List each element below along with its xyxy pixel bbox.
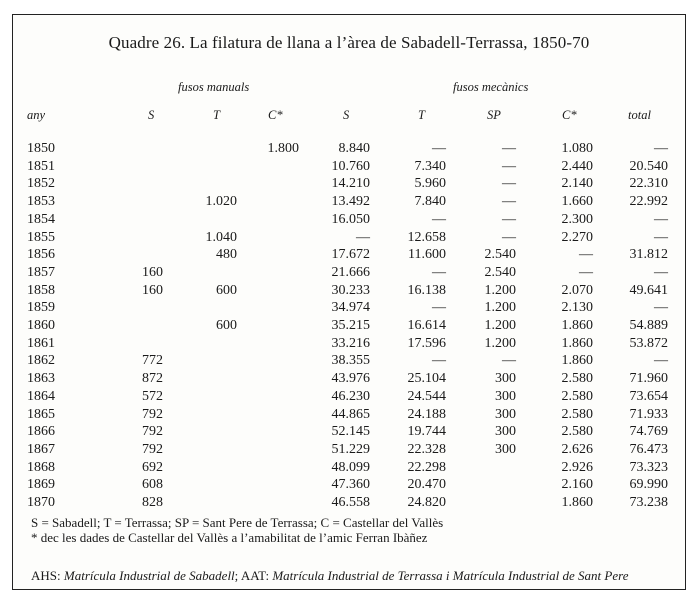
- cell-sp-mech: —: [502, 211, 516, 227]
- row-year: 1860: [27, 318, 55, 333]
- cell-sp-mech: 300: [495, 441, 516, 457]
- cell-t-manual: 600: [216, 318, 237, 333]
- cell-t-mech: 19.744: [407, 424, 446, 440]
- cell-c-mech: 1.080: [561, 141, 593, 156]
- cell-c-manual: [229, 476, 299, 493]
- cell-sp-mech: 300: [495, 371, 516, 387]
- header-c-manual: C*: [268, 108, 283, 122]
- cell-c-manual: [229, 423, 299, 440]
- cell-sp-mech: [446, 476, 516, 493]
- cell-t-mech: 5.960: [414, 176, 446, 192]
- source-prefix-ahs: AHS:: [31, 568, 64, 583]
- cell-c-mech: 2.926: [561, 459, 593, 475]
- cell-s-manual: 872: [142, 371, 163, 387]
- cell-t-manual: [167, 352, 237, 369]
- cell-c-manual: [229, 299, 299, 316]
- cell-t-manual: [167, 423, 237, 440]
- cell-t-mech: 24.820: [407, 495, 446, 510]
- cell-total: —: [654, 264, 668, 280]
- row-year: 1867: [27, 441, 55, 457]
- cell-t-manual: [167, 406, 237, 423]
- cell-t-manual: 600: [216, 282, 237, 298]
- cell-t-manual: [167, 299, 237, 316]
- cell-s-manual: 160: [142, 282, 163, 298]
- cell-c-mech: 2.626: [561, 441, 593, 457]
- cell-c-manual: [229, 246, 299, 263]
- cell-total: —: [654, 229, 668, 245]
- cell-t-mech: 24.188: [407, 406, 446, 422]
- cell-t-manual: [167, 264, 237, 281]
- cell-s-mech: 17.672: [331, 247, 370, 263]
- cell-c-manual: [229, 459, 299, 476]
- cell-sp-mech: —: [502, 158, 516, 174]
- cell-c-manual: [229, 352, 299, 369]
- cell-total: 20.540: [629, 158, 668, 174]
- header-sp-mech: SP: [487, 108, 501, 122]
- cell-s-manual: 572: [142, 388, 163, 404]
- cell-s-manual: [93, 140, 163, 157]
- cell-t-mech: 7.340: [414, 158, 446, 174]
- cell-t-mech: 16.614: [407, 318, 446, 333]
- cell-sp-mech: [446, 459, 516, 476]
- cell-t-manual: [167, 494, 237, 511]
- cell-c-manual: [229, 335, 299, 352]
- cell-t-mech: 22.298: [407, 459, 446, 475]
- cell-c-mech: 2.070: [561, 282, 593, 298]
- cell-c-manual: [229, 229, 299, 246]
- table-title: Quadre 26. La filatura de llana a l’àrea de Sabadell-Terrassa, 1850-70: [108, 33, 590, 52]
- cell-s-manual: [93, 335, 163, 352]
- cell-t-manual: [167, 175, 237, 192]
- cell-t-mech: 24.544: [407, 388, 446, 404]
- cell-c-manual: [229, 494, 299, 511]
- cell-s-mech: 47.360: [331, 477, 370, 493]
- cell-t-mech: 22.328: [407, 441, 446, 457]
- source-line: [31, 568, 628, 583]
- cell-total: 53.872: [629, 335, 668, 351]
- cell-t-manual: 1.020: [205, 194, 237, 210]
- cell-s-manual: 828: [142, 495, 163, 510]
- cell-t-manual: [167, 335, 237, 352]
- cell-s-mech: 46.558: [331, 495, 370, 510]
- cell-c-manual: [229, 211, 299, 228]
- row-year: 1859: [27, 300, 55, 316]
- cell-t-manual: [167, 388, 237, 405]
- cell-c-mech: 2.130: [561, 300, 593, 316]
- cell-total: 22.992: [629, 194, 668, 210]
- cell-t-mech: 17.596: [407, 335, 446, 351]
- cell-sp-mech: —: [502, 194, 516, 210]
- cell-total: —: [654, 300, 668, 316]
- cell-t-manual: [167, 140, 237, 157]
- row-year: 1868: [27, 459, 55, 475]
- cell-c-manual: [229, 158, 299, 175]
- cell-c-mech: 1.860: [561, 353, 593, 369]
- cell-s-mech: 46.230: [331, 388, 370, 404]
- header-t-mech: T: [418, 108, 425, 122]
- cell-s-manual: 772: [142, 353, 163, 369]
- row-year: 1863: [27, 371, 55, 387]
- cell-c-manual: [229, 317, 299, 334]
- cell-total: 74.769: [629, 424, 668, 440]
- cell-total: 73.238: [629, 495, 668, 510]
- cell-c-manual: [229, 175, 299, 192]
- cell-sp-mech: [446, 494, 516, 511]
- note-acknowledgement: * dec les dades de Castellar del Vallès a l’amabilitat de l’amic Ferran Ibàñez: [31, 530, 428, 545]
- cell-c-mech: 1.860: [561, 335, 593, 351]
- cell-total: 69.990: [629, 477, 668, 493]
- cell-total: 73.323: [629, 459, 668, 475]
- cell-total: 54.889: [629, 318, 668, 333]
- cell-t-manual: [167, 476, 237, 493]
- cell-s-manual: [93, 211, 163, 228]
- cell-t-mech: —: [432, 353, 446, 369]
- cell-s-mech: 38.355: [331, 353, 370, 369]
- cell-s-manual: [93, 175, 163, 192]
- row-year: 1857: [27, 264, 55, 280]
- cell-sp-mech: —: [502, 176, 516, 192]
- table-frame: [12, 14, 686, 590]
- cell-s-manual: 608: [142, 477, 163, 493]
- cell-s-mech: 48.099: [331, 459, 370, 475]
- cell-t-mech: 20.470: [407, 477, 446, 493]
- cell-sp-mech: 1.200: [484, 335, 516, 351]
- cell-s-manual: [93, 299, 163, 316]
- row-year: 1850: [27, 141, 55, 156]
- cell-total: 71.933: [629, 406, 668, 422]
- cell-c-manual: [229, 193, 299, 210]
- cell-c-mech: 2.160: [561, 477, 593, 493]
- cell-s-manual: [93, 229, 163, 246]
- cell-s-mech: 14.210: [331, 176, 370, 192]
- row-year: 1858: [27, 282, 55, 298]
- cell-c-manual: 1.800: [267, 141, 299, 156]
- cell-s-manual: 160: [142, 264, 163, 280]
- cell-total: 49.641: [629, 282, 668, 298]
- cell-c-mech: 1.660: [561, 194, 593, 210]
- cell-sp-mech: —: [502, 353, 516, 369]
- cell-s-mech: 8.840: [338, 141, 370, 156]
- cell-c-mech: 2.300: [561, 211, 593, 227]
- group-label-mechanical: fusos mecànics: [453, 80, 529, 94]
- cell-c-mech: 2.140: [561, 176, 593, 192]
- cell-s-mech: 33.216: [331, 335, 370, 351]
- source-title-sabadell: Matrícula Industrial de Sabadell: [63, 568, 235, 583]
- cell-s-manual: [93, 317, 163, 334]
- row-year: 1856: [27, 247, 55, 263]
- cell-t-manual: [167, 441, 237, 458]
- cell-s-manual: 792: [142, 406, 163, 422]
- cell-total: 71.960: [629, 371, 668, 387]
- note-abbreviations: S = Sabadell; T = Terrassa; SP = Sant Pere de Terrassa; C = Castellar del Vallès: [31, 515, 444, 530]
- cell-c-mech: 2.440: [561, 158, 593, 174]
- cell-s-mech: —: [356, 229, 370, 245]
- cell-c-mech: 2.580: [561, 371, 593, 387]
- cell-c-manual: [229, 370, 299, 387]
- cell-t-manual: [167, 370, 237, 387]
- source-prefix-aat: ; AAT:: [234, 568, 273, 583]
- cell-s-mech: 35.215: [331, 318, 370, 333]
- cell-t-mech: —: [432, 264, 446, 280]
- cell-t-mech: —: [432, 300, 446, 316]
- header-s-mech: S: [343, 108, 350, 122]
- cell-c-mech: —: [579, 247, 593, 263]
- cell-s-mech: 13.492: [331, 194, 370, 210]
- cell-t-mech: 7.840: [414, 194, 446, 210]
- cell-sp-mech: 300: [495, 388, 516, 404]
- cell-sp-mech: —: [502, 229, 516, 245]
- row-year: 1861: [27, 335, 55, 351]
- cell-sp-mech: 2.540: [484, 247, 516, 263]
- cell-sp-mech: 1.200: [484, 300, 516, 316]
- cell-t-manual: 480: [216, 247, 237, 263]
- header-t-manual: T: [213, 108, 220, 122]
- cell-s-mech: 16.050: [331, 211, 370, 227]
- cell-total: 73.654: [629, 388, 668, 404]
- cell-s-mech: 51.229: [331, 441, 370, 457]
- row-year: 1865: [27, 406, 55, 422]
- row-year: 1854: [27, 211, 55, 227]
- group-label-manual: fusos manuals: [178, 80, 250, 94]
- cell-c-mech: 2.580: [561, 424, 593, 440]
- row-year: 1853: [27, 194, 55, 210]
- source-title-terrassa: Matrícula Industrial de Terrassa i Matrícula Industrial de Sant Pere: [272, 568, 629, 583]
- cell-t-mech: 12.658: [407, 229, 446, 245]
- header-s-manual: S: [148, 108, 155, 122]
- cell-s-mech: 52.145: [331, 424, 370, 440]
- cell-t-manual: [167, 459, 237, 476]
- cell-s-mech: 43.976: [331, 371, 370, 387]
- cell-s-mech: 34.974: [331, 300, 370, 316]
- cell-t-mech: —: [432, 141, 446, 156]
- cell-c-manual: [229, 264, 299, 281]
- row-year: 1852: [27, 176, 55, 192]
- cell-s-mech: 21.666: [331, 264, 370, 280]
- row-year: 1870: [27, 495, 55, 510]
- cell-total: 31.812: [629, 247, 668, 263]
- cell-s-manual: [93, 193, 163, 210]
- cell-total: —: [654, 353, 668, 369]
- row-year: 1869: [27, 477, 55, 493]
- cell-t-manual: 1.040: [205, 229, 237, 245]
- cell-s-manual: 692: [142, 459, 163, 475]
- row-year: 1866: [27, 424, 55, 440]
- cell-c-mech: —: [579, 264, 593, 280]
- header-year: any: [27, 108, 46, 122]
- cell-s-manual: 792: [142, 441, 163, 457]
- cell-sp-mech: —: [502, 141, 516, 156]
- cell-t-mech: 11.600: [408, 247, 446, 263]
- cell-s-mech: 10.760: [331, 158, 370, 174]
- cell-sp-mech: 2.540: [484, 264, 516, 280]
- row-year: 1864: [27, 388, 55, 404]
- cell-sp-mech: 1.200: [484, 282, 516, 298]
- cell-sp-mech: 1.200: [484, 318, 516, 333]
- cell-c-mech: 1.860: [561, 495, 593, 510]
- cell-s-manual: [93, 158, 163, 175]
- cell-sp-mech: 300: [495, 424, 516, 440]
- cell-total: 22.310: [629, 176, 668, 192]
- cell-s-mech: 44.865: [331, 406, 370, 422]
- cell-total: —: [654, 211, 668, 227]
- cell-s-manual: 792: [142, 424, 163, 440]
- cell-total: —: [654, 141, 668, 156]
- cell-c-mech: 1.860: [561, 318, 593, 333]
- cell-sp-mech: 300: [495, 406, 516, 422]
- cell-t-mech: 16.138: [407, 282, 446, 298]
- cell-c-mech: 2.270: [561, 229, 593, 245]
- cell-c-manual: [229, 282, 299, 299]
- cell-c-manual: [229, 388, 299, 405]
- header-c-mech: C*: [562, 108, 577, 122]
- cell-t-manual: [167, 211, 237, 228]
- cell-total: 76.473: [629, 441, 668, 457]
- cell-c-manual: [229, 406, 299, 423]
- cell-s-mech: 30.233: [331, 282, 370, 298]
- cell-t-mech: 25.104: [407, 371, 446, 387]
- cell-c-manual: [229, 441, 299, 458]
- cell-t-manual: [167, 158, 237, 175]
- cell-c-mech: 2.580: [561, 388, 593, 404]
- row-year: 1855: [27, 229, 55, 245]
- notes: [31, 515, 443, 545]
- row-year: 1862: [27, 353, 55, 369]
- cell-c-mech: 2.580: [561, 406, 593, 422]
- cell-s-manual: [93, 246, 163, 263]
- cell-t-mech: —: [432, 211, 446, 227]
- header-total: total: [628, 108, 651, 122]
- row-year: 1851: [27, 158, 55, 174]
